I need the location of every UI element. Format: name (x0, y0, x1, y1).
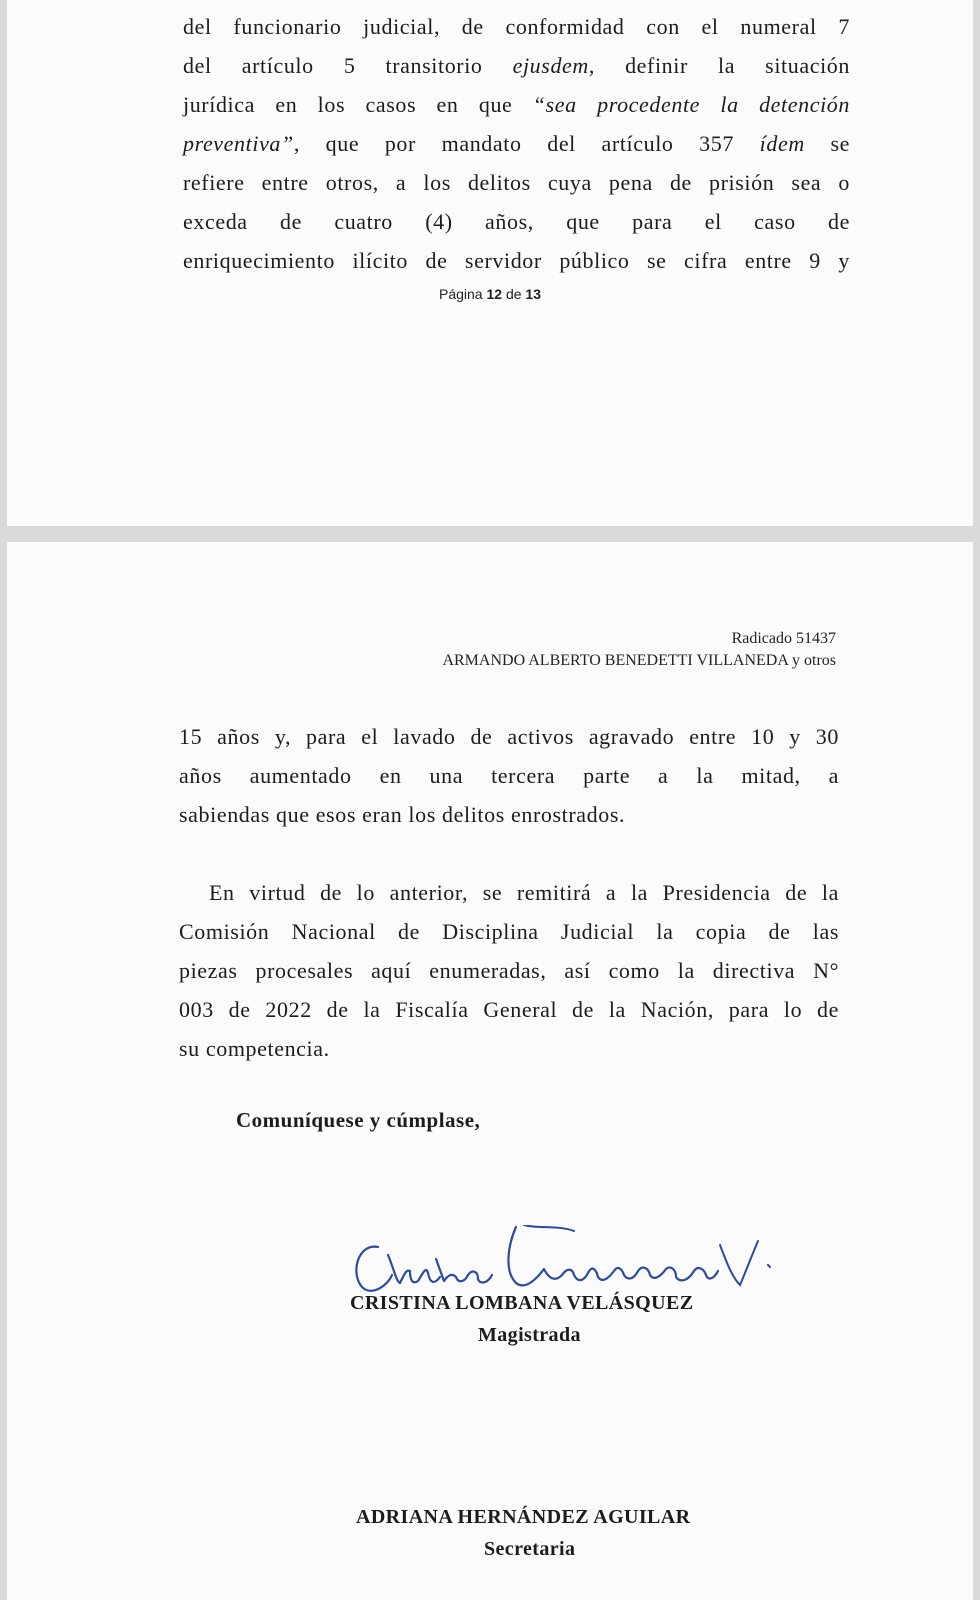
page-current: 12 (486, 286, 503, 302)
text-line: preventiva”, que por mandato del artículo 357 ídem se (183, 131, 850, 156)
text-line: del artículo 5 transitorio ejusdem, definir la situación (183, 53, 850, 78)
signatory-2-role: Secretaria (484, 1538, 576, 1560)
page-total: 13 (525, 286, 541, 302)
text-line: enriquecimiento ilícito de servidor público se cifra entre 9 y (183, 248, 850, 273)
text-line: del funcionario judicial, de conformidad con el numeral 7 (183, 14, 850, 39)
text-line: En virtud de lo anterior, se remitirá a la Presidencia de la (209, 880, 839, 905)
text-line: Comisión Nacional de Disciplina Judicial la copia de las (179, 919, 839, 944)
text-line: años aumentado en una tercera parte a la mitad, a (179, 763, 839, 788)
case-number: Radicado 51437 (731, 630, 836, 647)
paragraph-penalties (179, 717, 839, 834)
signatory-2-name: ADRIANA HERNÁNDEZ AGUILAR (356, 1506, 691, 1528)
signatory-1-name: CRISTINA LOMBANA VELÁSQUEZ (350, 1292, 694, 1314)
text-line: sabiendas que esos eran los delitos enrostrados. (179, 802, 626, 827)
text-line: refiere entre otros, a los delitos cuya pena de prisión sea o (183, 170, 850, 195)
text-line: 003 de 2022 de la Fiscalía General de la Nación, para lo de (179, 997, 839, 1022)
paragraph-referral (179, 873, 839, 1068)
text-line: piezas procesales aquí enumeradas, así como la directiva N° (179, 958, 839, 983)
text-line: su competencia. (179, 1036, 330, 1061)
case-parties: ARMANDO ALBERTO BENEDETTI VILLANEDA y otros (442, 652, 836, 669)
page-sep: de (505, 286, 522, 302)
closing-formula: Comuníquese y cúmplase, (236, 1108, 481, 1132)
page-label: Página (439, 286, 483, 302)
text-line: 15 años y, para el lavado de activos agravado entre 10 y 30 (179, 724, 839, 749)
text-line: jurídica en los casos en que “sea procedente la detención (183, 92, 850, 117)
signatory-1-role: Magistrada (478, 1324, 581, 1346)
text-line: exceda de cuatro (4) años, que para el caso de (183, 209, 850, 234)
